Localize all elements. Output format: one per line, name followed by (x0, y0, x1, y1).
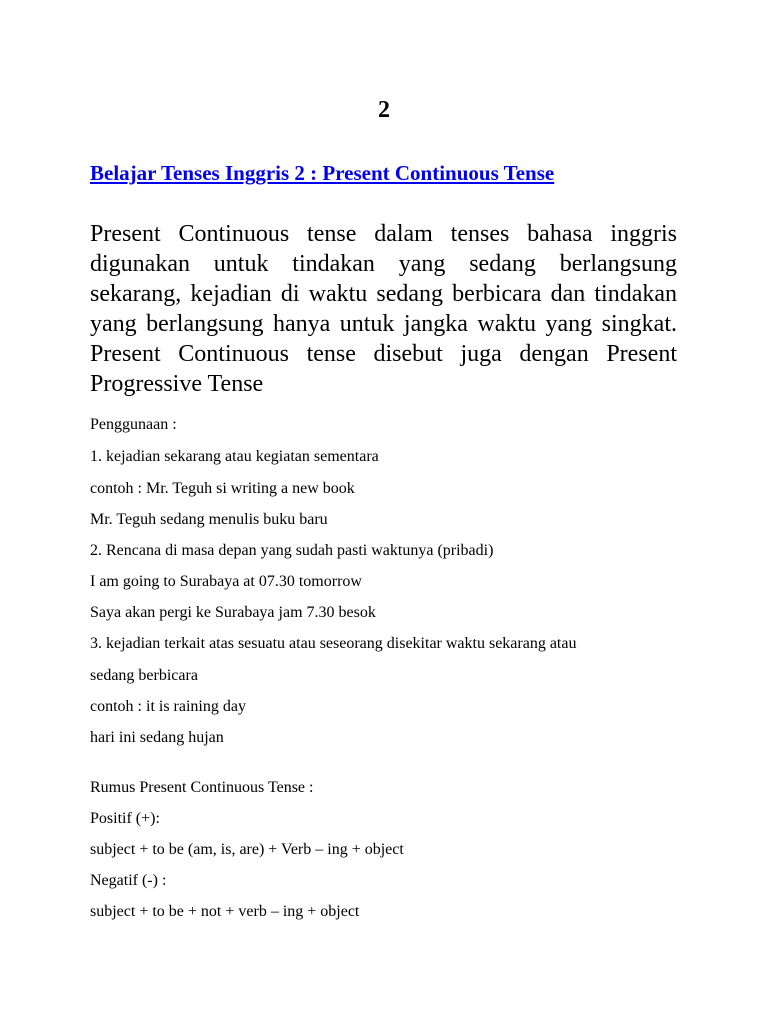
usage-item-3-line-2: sedang berbicara (90, 667, 198, 684)
usage-item-1-example: contoh : Mr. Teguh si writing a new book (90, 480, 355, 497)
formula-positive: subject + to be (am, is, are) + Verb – ing + object (90, 841, 404, 858)
formula-negative: subject + to be + not + verb – ing + object (90, 903, 360, 920)
usage-item-1: 1. kejadian sekarang atau kegiatan sementara (90, 448, 379, 465)
usage-item-1-translation: Mr. Teguh sedang menulis buku baru (90, 511, 328, 528)
usage-heading: Penggunaan : (90, 416, 177, 433)
formula-negative-label: Negatif (-) : (90, 872, 167, 889)
intro-paragraph: Present Continuous tense dalam tenses bahasa inggris digunakan untuk tindakan yang sedang berlangsung sekarang, kejadian di waktu sedang berbicara dan tindakan yang berlangsung hanya untuk jangka waktu yang singkat. Present Continuous tense disebut juga dengan Present Progressive Tense (90, 221, 677, 397)
usage-item-2-translation: Saya akan pergi ke Surabaya jam 7.30 besok (90, 604, 376, 621)
page-number: 2 (378, 97, 390, 123)
article-title-link[interactable]: Belajar Tenses Inggris 2 : Present Continuous Tense (90, 161, 555, 185)
usage-item-2-example: I am going to Surabaya at 07.30 tomorrow (90, 573, 362, 590)
usage-item-3-example: contoh : it is raining day (90, 698, 246, 715)
usage-item-3-line-1: 3. kejadian terkait atas sesuatu atau seseorang disekitar waktu sekarang atau (90, 635, 577, 652)
usage-item-3-translation: hari ini sedang hujan (90, 729, 224, 746)
formula-heading: Rumus Present Continuous Tense : (90, 779, 314, 796)
usage-item-2: 2. Rencana di masa depan yang sudah pasti waktunya (pribadi) (90, 542, 494, 559)
formula-positive-label: Positif (+): (90, 810, 160, 827)
